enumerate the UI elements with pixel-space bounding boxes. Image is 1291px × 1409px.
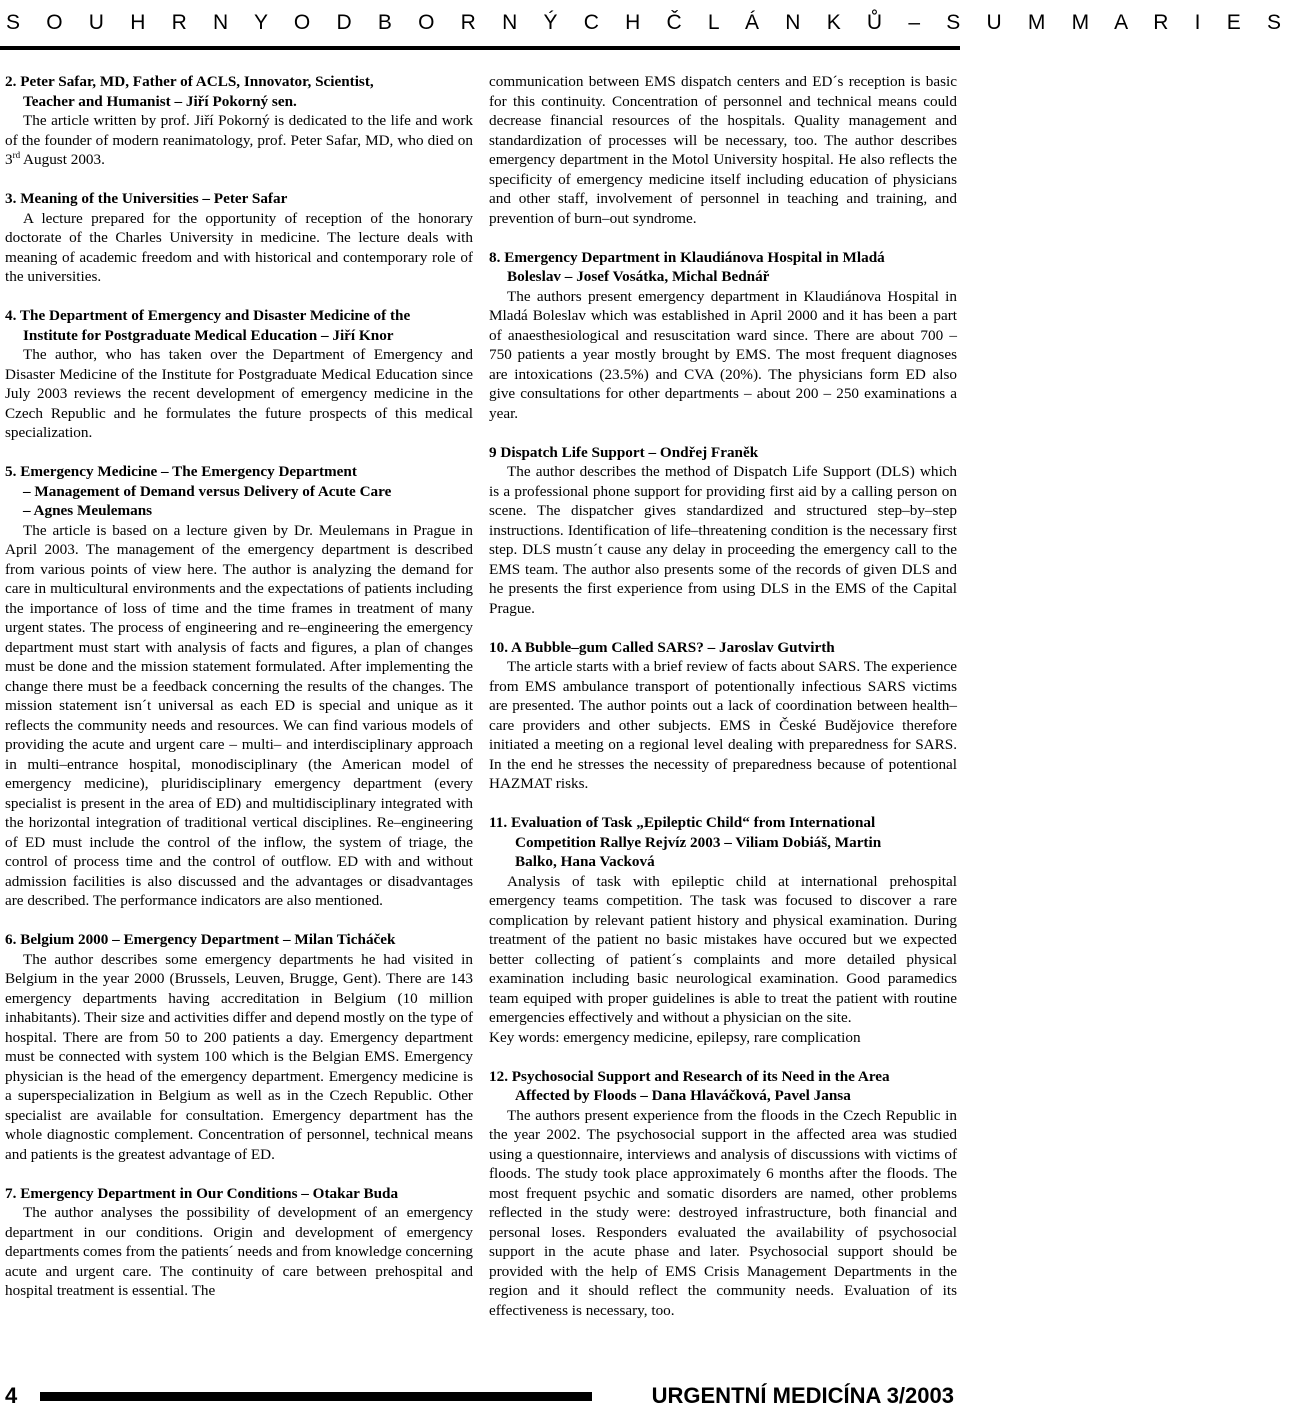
- article-title: [5, 189, 473, 209]
- article-title: [5, 72, 473, 111]
- article-body: [489, 72, 957, 228]
- article-9: [489, 443, 957, 619]
- keywords: Key words: emergency medicine, epilepsy, rare complication: [489, 1028, 861, 1046]
- article-title-line: 12. Psychosocial Support and Research of its Need in the Area: [489, 1067, 890, 1085]
- article-title: [489, 813, 957, 872]
- article-title-line: Affected by Floods – Dana Hlaváčková, Pavel Jansa: [515, 1087, 851, 1104]
- article-5: [5, 462, 473, 911]
- article-body: The authors present emergency department in Klaudiánova Hospital in Mladá Boleslav which was established in April 2000 and it has been a part of anaesthesiological and resuscitation ward since. There are about 700 – 750 patients a year mostly brought by EMS. The most frequent diagnoses are intoxications (23.5%) and CVA (20%). The physicians form ED also give consultations for other departments – about 200 – 250 examinations a year.: [489, 287, 957, 422]
- article-body: The author describes some emergency departments he had visited in Belgium in the year 2000 (Brussels, Leuven, Brugge, Gent). There are 143 emergency departments having accreditation in Belgium (10 million inhabitants). Their size and activities differ and depend mostly on the type of hospital. There are from 50 to 200 patients a day. Emergency department must be connected with system 100 which is the Belgian EMS. Emergency physician is the head of the emergency department. Emergency medicine is a superspecialization in Belgium as well as in the Czech Republic. Other specialist are available for consultation. Emergency department has the whole diagnostic complement. Concentration of personnel, technical means and patients is the greatest advantage of ED.: [5, 950, 473, 1163]
- article-body: The authors present experience from the floods in the Czech Republic in the year 2002. The psychosocial support in the affected area was studied using a questionnaire, interviews and analysis of discussions with victims of floods. The study took place approximately 6 months after the floods. The most frequent psychic and somatic disorders are named, other problems reflected in the study were: destroyed infrastructure, both financial and personal loses. Responders evaluated the availability of psychosocial support in the acute phase and later. Psychosocial support should be provided with the help of EMS Crisis Management Departments in the region and it should reflect the community needs. Evaluation of its effectiveness is necessary, too.: [489, 1106, 957, 1319]
- footer-rule: [40, 1392, 592, 1401]
- article-title: [5, 930, 473, 950]
- article-title-line: Competition Rallye Rejvíz 2003 – Viliam Dobiáš, Martin: [515, 833, 882, 851]
- journal-name: URGENTNÍ MEDICÍNA 3/2003: [651, 1383, 954, 1408]
- article-title-line: 10. A Bubble–gum Called SARS? – Jaroslav Gutvirth: [489, 638, 835, 656]
- article-body: [489, 872, 957, 1048]
- article-title: [5, 1184, 473, 1204]
- article-title-line: Teacher and Humanist – Jiří Pokorný sen.: [23, 92, 297, 110]
- article-title: [489, 248, 957, 287]
- article-body: The article is based on a lecture given by Dr. Meulemans in Prague in April 2003. The management of the emergency department is described from various points of view here. The author is analyzing the demand for care in multicultural environments and the expectations of patients including the importance of loss of time and the time frames in treatment of many urgent states. The process of engineering and re–engineering the emergency department must start with analysis of facts and figures, a plan of changes must be done and the mission statement formulated. After implementing the change there must be a feedback concerning the results of the changes. The mission statement isn´t universal as each ED is special and unique as it reflects the community needs and resources. We can find various models of providing the acute and urgent care – multi– and interdisciplinary approach in multi–entrance hospital, monodisciplinary (the American model of emergency medicine), pluridisciplinary emergency department (every specialist is present in the area of ED) and multidisciplinary integrated with the horizontal integration of traditional vertical disciplines. Re–engineering of ED must include the control of the inflow, the system of triage, the control of process time and the control of outflow. ED with and without admission facilities is also discussed and the advantages or disadvantages are described. The performance indicators are also mentioned.: [5, 521, 473, 909]
- article-11: [489, 813, 957, 1047]
- article-10: [489, 638, 957, 794]
- article-title: [5, 462, 473, 521]
- article-title: [489, 638, 957, 658]
- article-6: [5, 930, 473, 1164]
- header-rule: [0, 46, 960, 50]
- article-body: The article written by prof. Jiří Pokorný is dedicated to the life and work of the founder of modern reanimatology, prof. Peter Safar, MD, who died on 3rd August 2003.: [5, 112, 473, 168]
- article-title: [489, 443, 957, 463]
- article-7: [5, 1184, 473, 1301]
- article-title-line: 5. Emergency Medicine – The Emergency Department: [5, 463, 357, 480]
- article-title-line: 6. Belgium 2000 – Emergency Department – Milan Ticháček: [5, 931, 396, 948]
- article-title: [5, 306, 473, 345]
- article-title-line: – Management of Demand versus Delivery of Acute Care: [23, 482, 392, 500]
- article-7-continued: [489, 72, 957, 228]
- article-title-line: 7. Emergency Department in Our Conditions – Otakar Buda: [5, 1184, 399, 1202]
- article-title-line: 2. Peter Safar, MD, Father of ACLS, Innovator, Scientist,: [5, 73, 374, 90]
- article-title-line: – Agnes Meulemans: [23, 502, 153, 519]
- article-title-line: 9 Dispatch Life Support – Ondřej Franěk: [489, 443, 759, 461]
- article-8: [489, 248, 957, 424]
- article-body-paragraph: Analysis of task with epileptic child at international prehospital emergency teams competition. The task was focused to discover a rare complication by relevant patient history and physical examination. During treatment of the patient no basic mistakes have occured but we expected better collecting of patient´s complaints and more detailed physical examination including basic neurological examination. Good paramedics team equiped with proper guidelines is able to treat the patient with routine emergencies effectively and without a physician on the site.: [489, 872, 957, 1026]
- article-title-line: 11. Evaluation of Task „Epileptic Child“ from International: [489, 814, 876, 831]
- article-2: [5, 72, 473, 170]
- running-header: S O U H R N Y O D B O R N Ý C H Č L Á N K Ů – S U M M A R I E S: [6, 11, 1291, 34]
- left-column: [5, 72, 473, 1320]
- page-number: 4: [5, 1383, 18, 1408]
- article-title-line: 8. Emergency Department in Klaudiánova Hospital in Mladá: [489, 248, 885, 266]
- article-title-line: Institute for Postgraduate Medical Education – Jiří Knor: [23, 326, 394, 344]
- article-body: The article starts with a brief review of facts about SARS. The experience from EMS ambulance transport of potentionally infectious SARS victims are presented. The author points out a lack of coordination between health–care providers and other subjects. EMS in České Budějovice therefore initiated a meeting on a regional level dealing with preparedness for SARS. In the end he stresses the necessity of preparedness because of potentional HAZMAT risks.: [489, 658, 957, 792]
- article-3: [5, 189, 473, 287]
- article-body: The author, who has taken over the Department of Emergency and Disaster Medicine of the Institute for Postgraduate Medical Education since July 2003 reviews the recent development of emergency medicine in the Czech Republic and he formulates the future prospects of this medical specialization.: [5, 346, 473, 441]
- article-title-line: Balko, Hana Vacková: [515, 853, 655, 870]
- article-title-line: 4. The Department of Emergency and Disaster Medicine of the: [5, 307, 411, 324]
- article-title-line: Boleslav – Josef Vosátka, Michal Bednář: [507, 268, 770, 285]
- article-body: The author analyses the possibility of development of an emergency department in our conditions. Origin and development of emergency departments comes from the patients´ needs and from knowledge concerning acute and urgent care. The continuity of care between prehospital and hospital treatment is essential. The: [5, 1204, 473, 1299]
- article-title-line: 3. Meaning of the Universities – Peter Safar: [5, 190, 288, 207]
- article-body: The author describes the method of Dispatch Life Support (DLS) which is a professional phone support for providing first aid by a calling person on scene. The dispatcher gives standardized and structured step–by–step instructions. Identification of life–threatening condition is the necessary first step. DLS mustn´t cause any delay in proceeding the emergency call to the EMS team. The author also presents some of the records of given DLS and he presents the first experience from using DLS in the EMS of the Capital Prague.: [489, 463, 957, 617]
- article-body-paragraph: communication between EMS dispatch centers and ED´s reception is basic for this continuity. Concentration of personnel and technical means could decrease financial resources of the hospitals. Quality management and standardization of processes will be necessary, too. The author describes emergency department in the Motol University hospital. He also reflects the specificity of emergency medicine itself including education of physicians and other staff, involvement of personnel in teaching and training, and prevention of burn–out syndrome.: [489, 73, 957, 227]
- article-4: [5, 306, 473, 443]
- article-12: [489, 1067, 957, 1321]
- article-body: A lecture prepared for the opportunity of reception of the honorary doctorate of the Charles University in medicine. The lecture deals with meaning of academic freedom and with historical and contemporary role of the universities.: [5, 209, 473, 285]
- right-column: [489, 72, 957, 1340]
- article-title: [489, 1067, 957, 1106]
